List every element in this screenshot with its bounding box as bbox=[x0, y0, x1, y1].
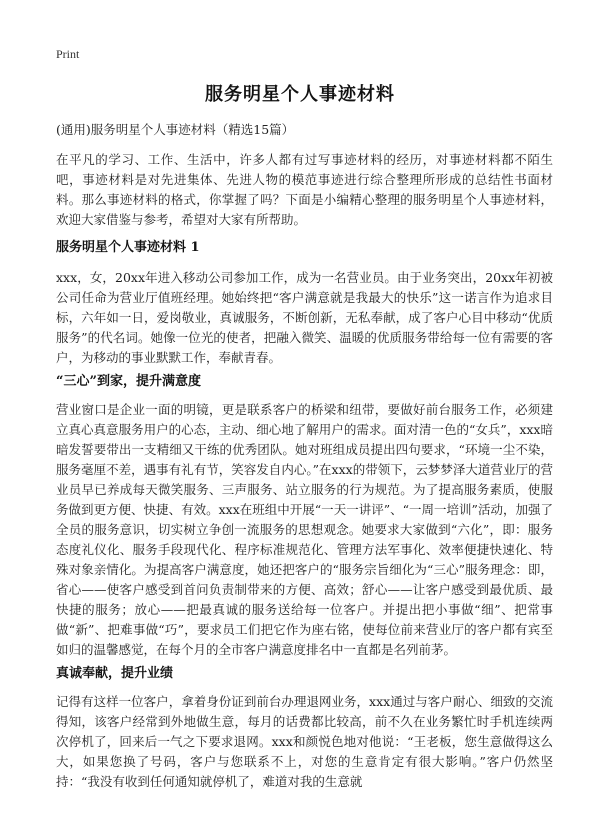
section-2-paragraph: 营业窗口是企业一面的明镜，更是联系客户的桥梁和纽带，要做好前台服务工作，必须建立真心真意服务用户的心态，主动、细心地了解用户的需求。面对清一色的“女兵”，xxx暗暗发誓要带出一支精细又干练的优秀团队。她对班组成员提出四句要求，“环境一尘不染，服务毫厘不差，遇事有礼有节，笑容发自内心。”在xxx的带领下，云梦梦泽大道营业厅的营业员早已养成每天微笑服务、三声服务、站立服务的行为规范。为了提高服务素质，使服务做到更方便、快捷、有效。xxx在班组中开展“一天一讲评”、“一周一培训”活动，加强了全员的服务意识，切实树立争创一流服务的思想观念。她要求大家做到“六化”，即：服务态度礼仪化、服务手段现代化、程序标准规范化、管理方法军事化、效率便捷快速化、特殊对象亲情化。为提高客户满意度，她还把客户的“服务宗旨细化为“三心”服务理念：即，省心——使客户感受到首问负责制带来的方便、高效；舒心——让客户感受到最优质、最快捷的服务；放心——把最真诚的服务送给每一位客户。并提出把小事做“细”、把常事做“新”、把难事做“巧”，要求员工们把它作为座右铭，使每位前来营业厅的客户都有宾至如归的温馨感觉，在每个月的全市客户满意度排名中一直都是名列前茅。 bbox=[56, 402, 553, 657]
intro-paragraph: 在平凡的学习、工作、生活中，许多人都有过写事迹材料的经历，对事迹材料都不陌生吧，事迹材料是对先进集体、先进人物的模范事迹进行综合整理所形成的总结性书面材料。那么事迹材料的格式，你掌握了吗？下面是小编精心整理的服务明星个人事迹材料，欢迎大家借鉴与参考，希望对大家有所帮助。 bbox=[56, 152, 553, 227]
section-1-heading: 服务明星个人事迹材料 1 bbox=[56, 240, 200, 255]
page-title: 服务明星个人事迹材料 bbox=[205, 84, 395, 105]
section-3-heading: 真诚奉献，提升业绩 bbox=[56, 666, 174, 681]
print-link[interactable]: Print bbox=[56, 47, 80, 61]
section-1-paragraph: xxx，女，20xx年进入移动公司参加工作，成为一名营业员。由于业务突出，20xx年初被公司任命为营业厅值班经理。她始终把“客户满意就是我最大的快乐”这一诺言作为追求目标，六年如一日，爱岗敬业，真诚服务，不断创新，无私奉献，成了客户心目中移动“优质服务”的代名词。她像一位光的使者，把融入微笑、温暖的优质服务带给每一位有需要的客户，为移动的事业默默工作，奉献青春。 bbox=[56, 270, 553, 365]
section-2-heading: “三心”到家，提升满意度 bbox=[56, 374, 201, 389]
section-3-paragraph: 记得有这样一位客户，拿着身份证到前台办理退网业务，xxx通过与客户耐心、细致的交流得知，该客户经常到外地做生意，每月的话费都比较高，前不久在业务繁忙时手机连续两次停机了，回来后一气之下要求退网。xxx和颜悦色地对他说：“王老板，您生意做得这么大，如果您换了号码，客户与您联系不上，对您的生意肯定有很大影响。”客户仍然坚持：“我没有收到任何通知就停机了，难道对我的生意就 bbox=[56, 694, 553, 789]
document-subtitle: (通用)服务明星个人事迹材料（精选15篇） bbox=[56, 122, 295, 137]
